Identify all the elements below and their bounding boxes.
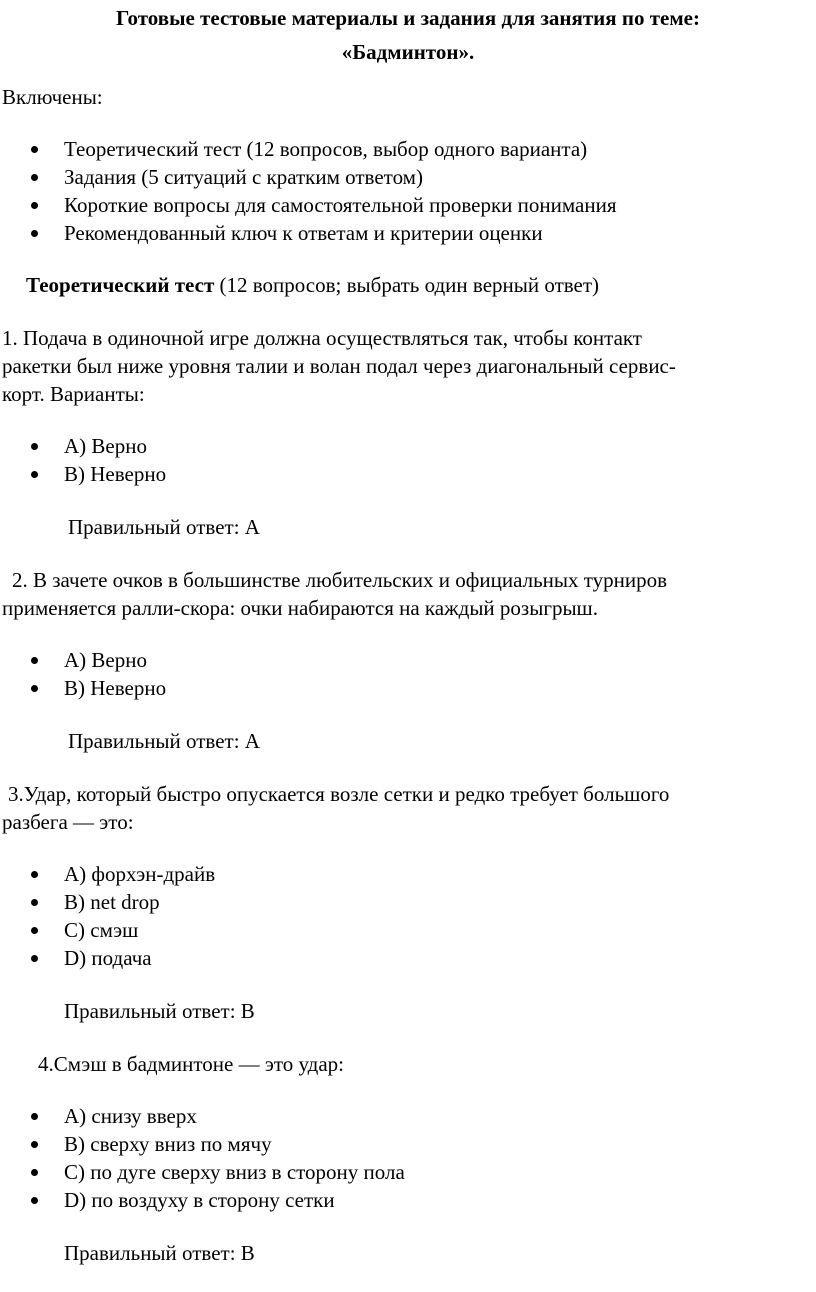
bullet-icon [31, 871, 38, 878]
included-item: Короткие вопросы для самостоятельной проверки понимания [64, 193, 617, 217]
section-heading [26, 271, 599, 299]
question-text-line: ракетки был ниже уровня талии и волан подал через диагональный сервис- [2, 354, 676, 378]
bullet-icon [31, 1113, 38, 1120]
correct-answer: Правильный ответ: A [68, 729, 260, 753]
answer-option: A) снизу вверх [64, 1104, 197, 1128]
document-title-line-1: Готовые тестовые материалы и задания для занятия по теме: [115, 6, 700, 30]
bullet-icon [31, 899, 38, 906]
answer-option: C) по дуге сверху вниз в сторону пола [64, 1160, 405, 1184]
question-text-line: разбега — это: [2, 810, 134, 834]
correct-answer: Правильный ответ: B [64, 1241, 255, 1265]
answer-option: D) по воздуху в сторону сетки [64, 1188, 335, 1212]
answer-option: A) Верно [64, 648, 147, 672]
answer-option: B) net drop [64, 890, 160, 914]
bullet-icon [31, 443, 38, 450]
answer-option: B) Неверно [64, 462, 167, 486]
bullet-icon [31, 927, 38, 934]
bullet-icon [31, 685, 38, 692]
question-text-line: 1. Подача в одиночной игре должна осуществляться так, чтобы контакт [2, 326, 642, 350]
included-label: Включены: [2, 85, 103, 109]
correct-answer: Правильный ответ: B [64, 999, 255, 1023]
section-heading-rest: (12 вопросов; выбрать один верный ответ) [214, 273, 600, 297]
bullet-icon [31, 174, 38, 181]
bullet-icon [31, 657, 38, 664]
document-title-line-2: «Бадминтон». [341, 40, 475, 64]
bullet-icon [31, 955, 38, 962]
answer-option: B) Неверно [64, 676, 167, 700]
included-item: Рекомендованный ключ к ответам и критерии оценки [64, 221, 543, 245]
correct-answer: Правильный ответ: A [68, 515, 260, 539]
answer-option: A) форхэн-драйв [64, 862, 216, 886]
answer-option: D) подача [64, 946, 152, 970]
answer-option: C) смэш [64, 918, 139, 942]
question-text-line: 4.Смэш в бадминтоне — это удар: [38, 1052, 344, 1076]
question-text-line: 2. В зачете очков в большинстве любительских и официальных турниров [12, 568, 668, 592]
bullet-icon [31, 202, 38, 209]
bullet-icon [31, 230, 38, 237]
included-item: Теоретический тест (12 вопросов, выбор одного варианта) [64, 137, 588, 161]
question-text-line: корт. Варианты: [2, 382, 145, 406]
section-heading-bold: Теоретический тест [26, 273, 215, 297]
bullet-icon [31, 1141, 38, 1148]
bullet-icon [31, 471, 38, 478]
bullet-icon [31, 1197, 38, 1204]
bullet-icon [31, 1169, 38, 1176]
answer-option: B) сверху вниз по мячу [64, 1132, 272, 1156]
included-item: Задания (5 ситуаций с кратким ответом) [64, 165, 423, 189]
bullet-icon [31, 146, 38, 153]
answer-option: A) Верно [64, 434, 147, 458]
question-text-line: применяется ралли-скора: очки набираются на каждый розыгрыш. [2, 596, 598, 620]
question-text-line: 3.Удар, который быстро опускается возле сетки и редко требует большого [8, 782, 670, 806]
